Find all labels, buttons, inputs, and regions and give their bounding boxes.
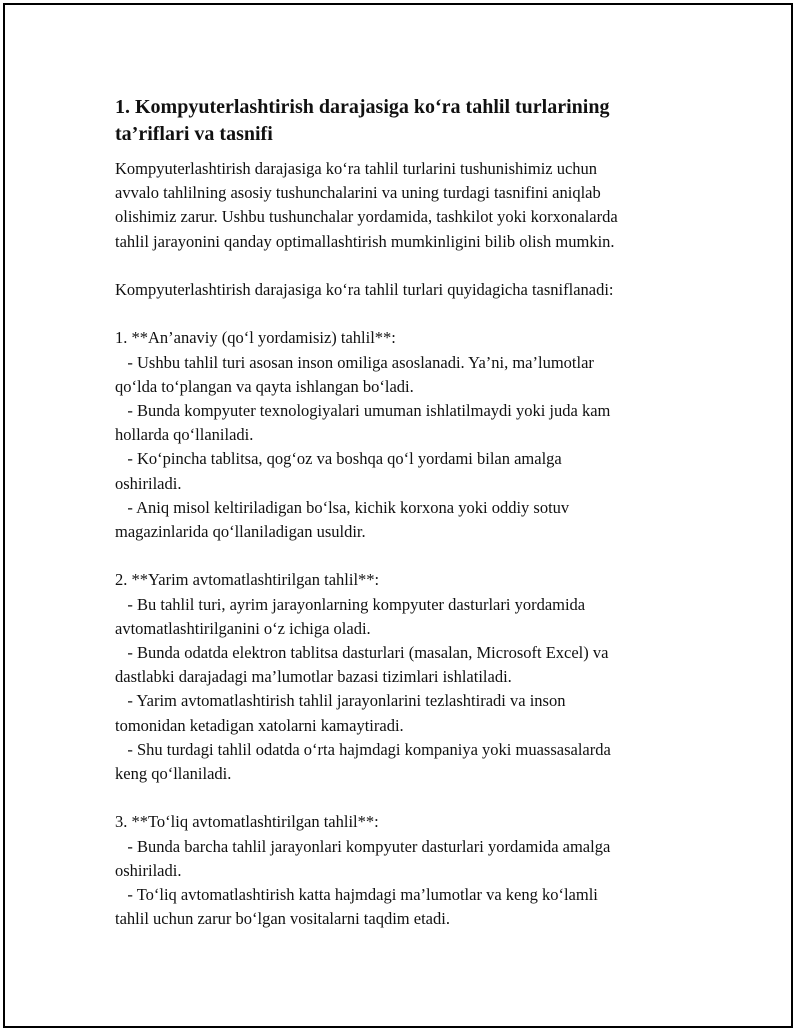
heading-line: 1. Kompyuterlashtirish darajasiga ko‘ra tahlil turlarining <box>115 96 610 118</box>
section-heading <box>115 92 695 148</box>
text-line: - Bunda odatda elektron tablitsa dasturlari (masalan, Microsoft Excel) va <box>115 643 609 663</box>
text-line: - To‘liq avtomatlashtirish katta hajmdagi ma’lumotlar va keng ko‘lamli <box>115 885 598 905</box>
text-line: - Ko‘pincha tablitsa, qog‘oz va boshqa qo‘l yordami bilan amalga <box>115 449 562 469</box>
paragraph-gap <box>115 544 695 568</box>
text-line: - Ushbu tahlil turi asosan inson omiliga asoslanadi. Ya’ni, ma’lumotlar <box>115 352 594 372</box>
text-line: Kompyuterlashtirish darajasiga ko‘ra tahlil turlari quyidagicha tasniflanadi: <box>115 280 614 299</box>
paragraph-gap <box>115 254 695 278</box>
text-line: olishimiz zarur. Ushbu tushunchalar yordamida, tashkilot yoki korxonalarda <box>115 207 618 227</box>
paragraph-gap <box>115 786 695 810</box>
text-line: avvalo tahlilning asosiy tushunchalarini va uning turdagi tasnifini aniqlab <box>115 183 601 203</box>
text-line: - Bu tahlil turi, ayrim jarayonlarning kompyuter dasturlari yordamida <box>115 594 586 614</box>
text-line: - Yarim avtomatlashtirish tahlil jarayonlarini tezlashtiradi va inson <box>115 691 566 711</box>
text-line: tahlil uchun zarur bo‘lgan vositalarni taqdim etadi. <box>115 909 450 929</box>
text-line: tahlil jarayonini qanday optimallashtirish mumkinligini bilib olish mumkin. <box>115 231 615 251</box>
text-line: - Bunda kompyuter texnologiyalari umuman ishlatilmaydi yoki juda kam <box>115 401 611 420</box>
text-line: hollarda qo‘llaniladi. <box>115 425 254 445</box>
document-body <box>115 92 695 931</box>
body-text <box>115 157 695 931</box>
text-line: keng qo‘llaniladi. <box>115 764 232 784</box>
text-line: dastlabki darajadagi ma’lumotlar bazasi tizimlari ishlatiladi. <box>115 667 512 687</box>
text-line: 1. **An’anaviy (qo‘l yordamisiz) tahlil**: <box>115 328 396 348</box>
text-line: magazinlarida qo‘llaniladigan usuldir. <box>115 522 366 542</box>
text-line: 3. **To‘liq avtomatlashtirilgan tahlil**: <box>115 812 379 832</box>
text-line: Kompyuterlashtirish darajasiga ko‘ra tahlil turlarini tushunishimiz uchun <box>115 159 598 178</box>
text-line: qo‘lda to‘plangan va qayta ishlangan bo‘ladi. <box>115 376 414 396</box>
text-line: oshiriladi. <box>115 860 182 880</box>
text-line: tomonidan ketadigan xatolarni kamaytiradi. <box>115 715 404 735</box>
text-line: - Aniq misol keltiriladigan bo‘lsa, kichik korxona yoki oddiy sotuv <box>115 497 570 517</box>
text-line: 2. **Yarim avtomatlashtirilgan tahlil**: <box>115 570 380 590</box>
text-line: avtomatlashtirilganini o‘z ichiga oladi. <box>115 618 371 638</box>
paragraph-gap <box>115 302 695 326</box>
text-line: - Shu turdagi tahlil odatda o‘rta hajmdagi kompaniya yoki muassasalarda <box>115 739 611 759</box>
heading-line: ta’riflari va tasnifi <box>115 123 273 145</box>
text-line: oshiriladi. <box>115 473 182 493</box>
text-line: - Bunda barcha tahlil jarayonlari kompyuter dasturlari yordamida amalga <box>115 836 611 856</box>
